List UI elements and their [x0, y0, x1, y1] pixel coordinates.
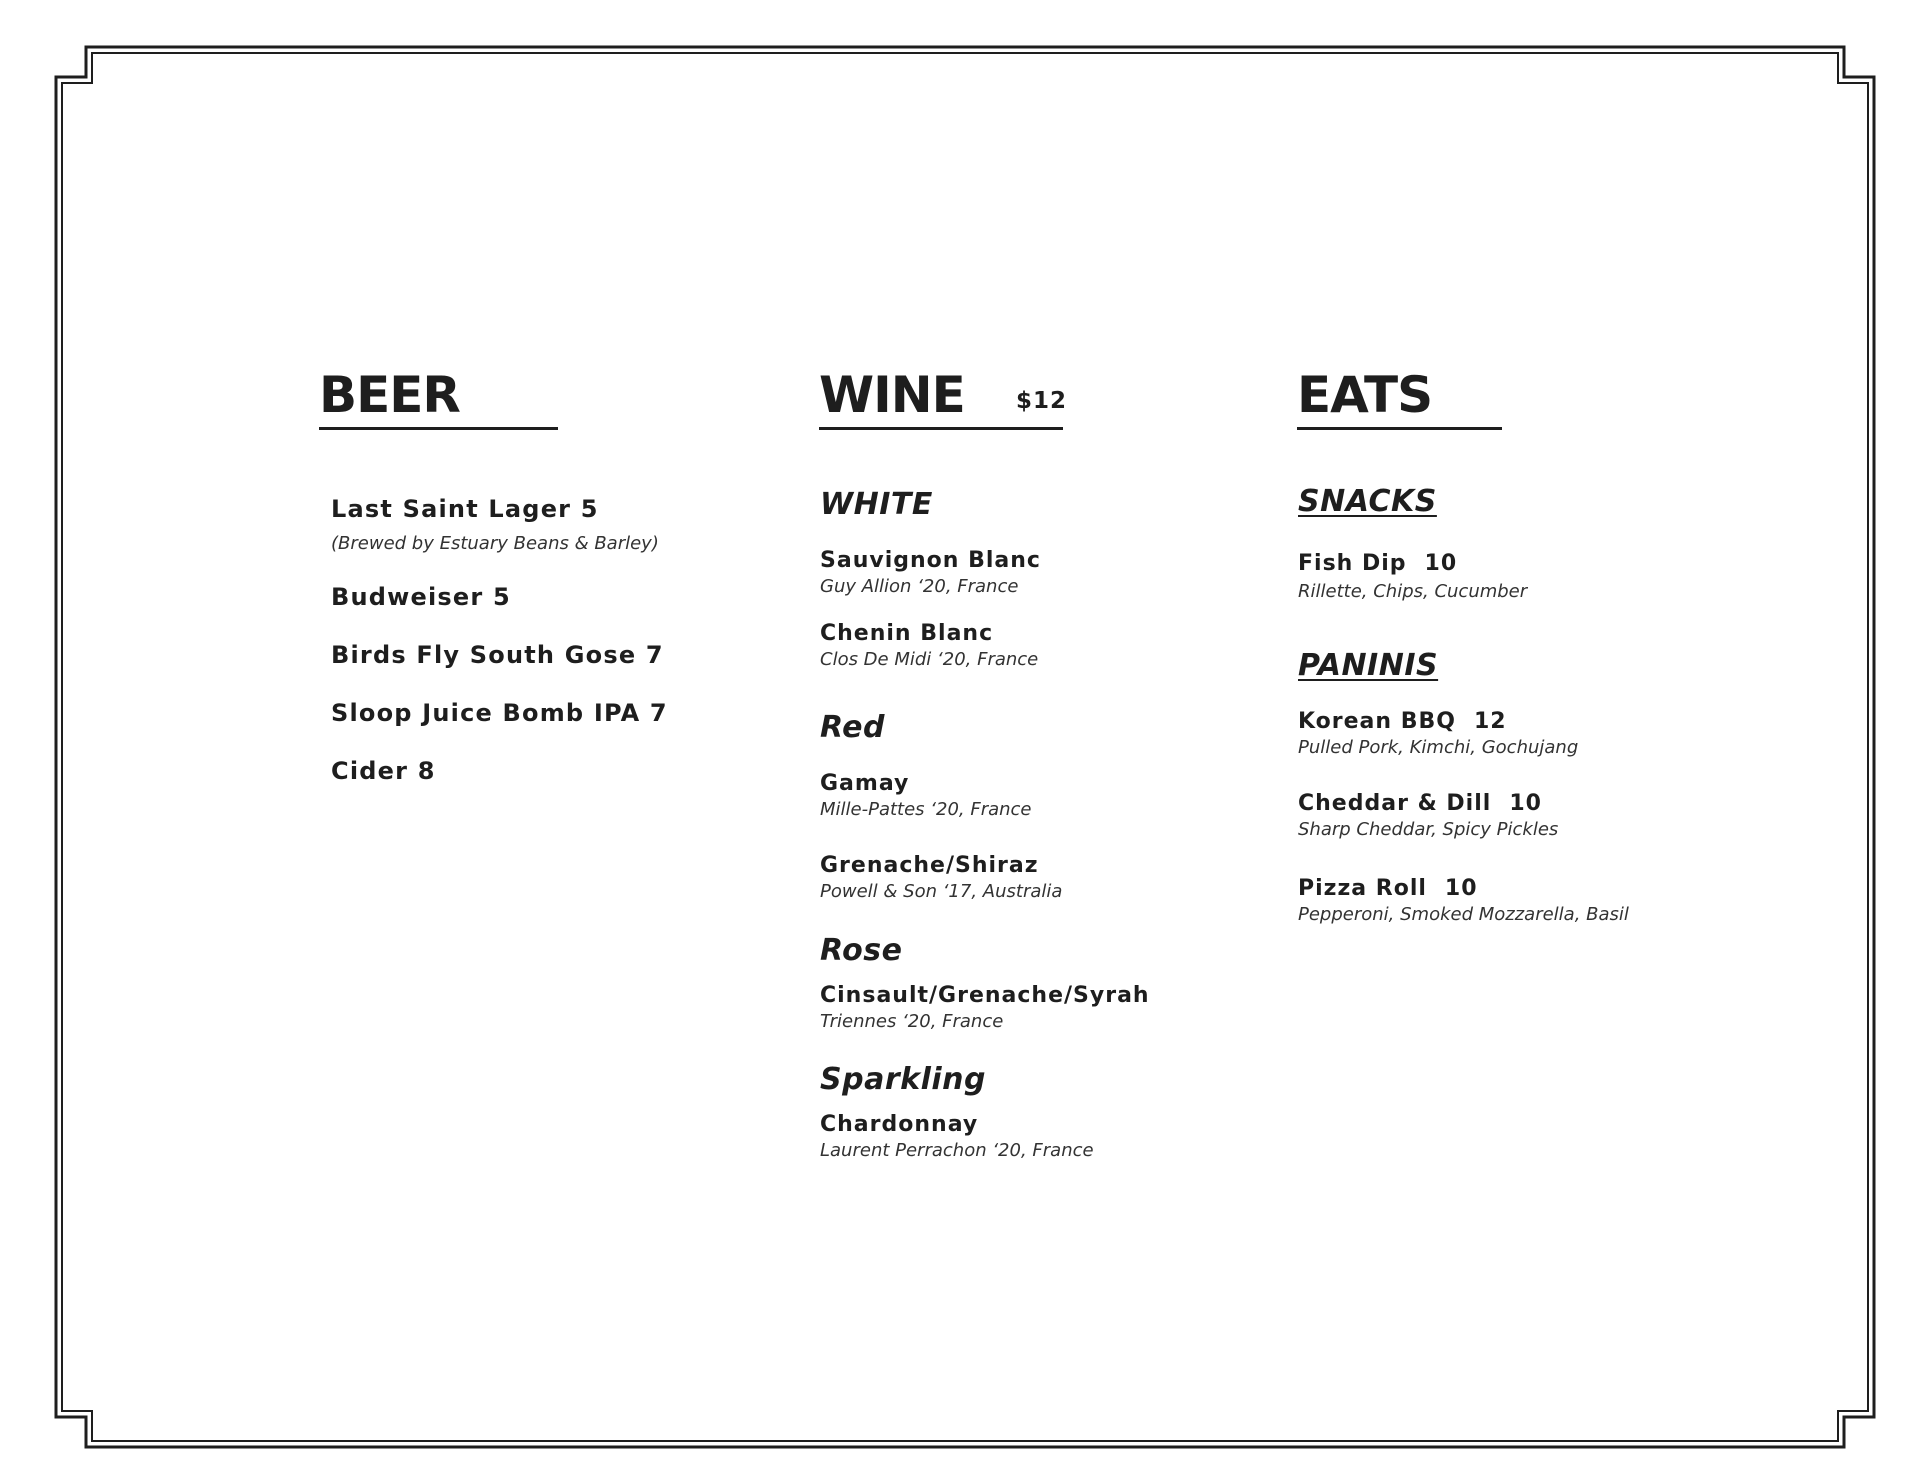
wine-item-desc: Triennes ‘20, France — [820, 1011, 1004, 1032]
eats-item — [1298, 791, 1542, 816]
beer-item — [331, 757, 436, 785]
eats-item-name: Pizza Roll — [1298, 876, 1427, 901]
wine-section-title: Rose — [820, 933, 903, 968]
eats-section-title: PANINIS — [1298, 648, 1439, 683]
eats-item-price: 10 — [1424, 551, 1458, 576]
eats-item — [1298, 551, 1457, 576]
wine-item-desc: Laurent Perrachon ‘20, France — [820, 1140, 1094, 1161]
eats-item — [1298, 709, 1507, 734]
wine-column — [819, 365, 1269, 1161]
wine-item-desc: Powell & Son ‘17, Australia — [820, 881, 1063, 902]
wine-price: $12 — [1016, 388, 1068, 414]
beer-header — [319, 365, 739, 435]
wine-item-name: Cinsault/Grenache/Syrah — [820, 983, 1150, 1008]
beer-item — [331, 641, 664, 669]
eats-item-desc: Sharp Cheddar, Spicy Pickles — [1298, 819, 1559, 840]
eats-item-price: 12 — [1473, 709, 1507, 734]
wine-section-title: WHITE — [820, 487, 933, 522]
beer-item-note: (Brewed by Estuary Beans & Barley) — [331, 533, 659, 554]
beer-item-name: Last Saint Lager — [331, 495, 572, 523]
eats-item-desc: Pepperoni, Smoked Mozzarella, Basil — [1298, 904, 1629, 925]
wine-header — [819, 365, 1269, 435]
eats-header — [1297, 365, 1757, 435]
eats-item-name: Fish Dip — [1298, 551, 1407, 576]
beer-item-name: Sloop Juice Bomb IPA — [331, 699, 641, 727]
eats-column — [1297, 365, 1757, 925]
beer-item-price: 5 — [580, 495, 599, 523]
eats-item-desc: Pulled Pork, Kimchi, Gochujang — [1298, 737, 1579, 758]
beer-item — [331, 495, 599, 523]
beer-item-price: 7 — [649, 699, 668, 727]
eats-item-name: Korean BBQ — [1298, 709, 1456, 734]
beer-item-price: 7 — [645, 641, 664, 669]
wine-item-name: Grenache/Shiraz — [820, 853, 1039, 878]
beer-title-underline — [319, 427, 558, 430]
beer-item-name: Budweiser — [331, 583, 484, 611]
wine-title-underline — [819, 427, 1063, 430]
beer-item — [331, 583, 511, 611]
wine-section-title: Red — [820, 710, 885, 745]
wine-item-name: Gamay — [820, 771, 910, 796]
beer-column — [319, 365, 739, 785]
wine-section-title: Sparkling — [820, 1062, 986, 1097]
wine-item-name: Chardonnay — [820, 1112, 979, 1137]
eats-item-desc: Rillette, Chips, Cucumber — [1298, 581, 1528, 602]
beer-item-price: 8 — [417, 757, 436, 785]
eats-title-underline — [1297, 427, 1502, 430]
wine-item-desc: Clos De Midi ‘20, France — [820, 649, 1039, 670]
eats-section-title: SNACKS — [1298, 484, 1437, 519]
beer-item — [331, 699, 668, 727]
eats-item-name: Cheddar & Dill — [1298, 791, 1492, 816]
wine-item-name: Sauvignon Blanc — [820, 548, 1041, 573]
eats-item — [1298, 876, 1478, 901]
wine-item-desc: Mille-Pattes ‘20, France — [820, 799, 1032, 820]
beer-title: BEER — [319, 366, 460, 424]
eats-item-price: 10 — [1444, 876, 1478, 901]
eats-title: EATS — [1297, 366, 1433, 424]
wine-title: WINE — [819, 366, 965, 424]
beer-item-name: Birds Fly South Gose — [331, 641, 637, 669]
beer-item-price: 5 — [493, 583, 511, 611]
wine-item-name: Chenin Blanc — [820, 621, 994, 646]
beer-item-name: Cider — [331, 757, 409, 785]
eats-item-price: 10 — [1509, 791, 1542, 816]
wine-item-desc: Guy Allion ‘20, France — [820, 576, 1019, 597]
